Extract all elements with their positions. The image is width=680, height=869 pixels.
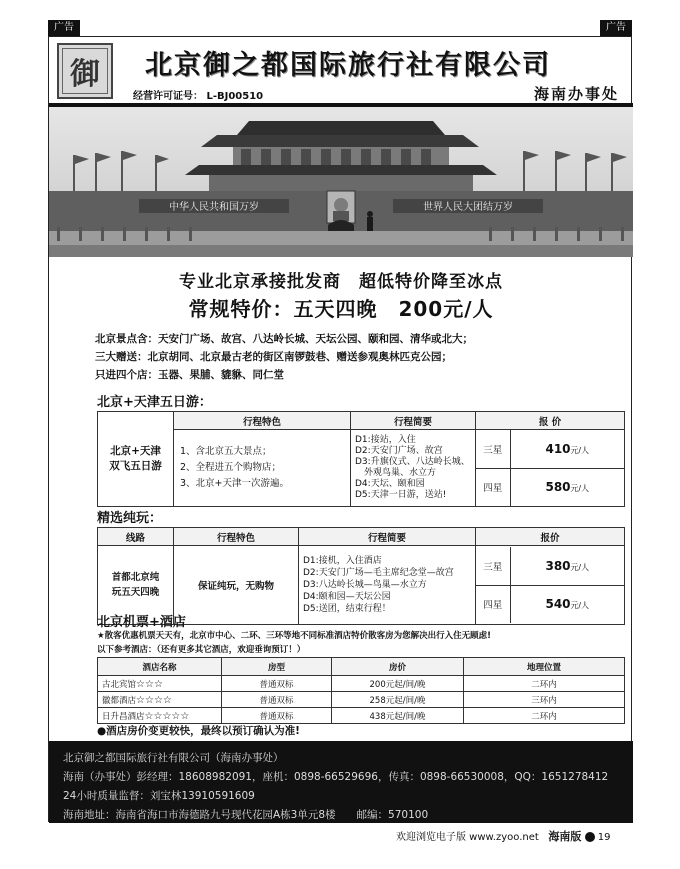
price-cell — [476, 546, 625, 625]
ad-page — [48, 36, 632, 822]
hotel-note-1: ★散客优惠机票天天有，北京市中心、二环、三环等地不同标准酒店特价散客房为您解决出行入住无顾虑! — [97, 631, 492, 641]
header — [49, 37, 633, 107]
beijing-tianjin-table — [97, 411, 625, 507]
col-route: 线路 — [98, 528, 174, 546]
itinerary-day: D5:天津一日游，送站! — [355, 490, 447, 500]
hotel-note-2: 以下参考酒店：（还有更多其它酒店，欢迎垂询预订！） — [97, 645, 306, 655]
license-label: 经营许可证号： — [133, 91, 203, 102]
hotel-name-cell: 徽都酒店☆☆☆☆ — [98, 692, 222, 708]
itinerary-day: 外观鸟巢、水立方 — [355, 468, 437, 478]
price-value: 410元/人 — [510, 430, 624, 468]
edition-label: 海南版 — [548, 830, 582, 843]
hotel-name-cell: 日升昌酒店☆☆☆☆☆ — [98, 708, 222, 724]
section-pure-tour-title: 精选纯玩： — [97, 511, 163, 526]
star-label: 三星 — [476, 547, 510, 585]
price-value: 580元/人 — [510, 468, 624, 506]
star-label: 四星 — [476, 468, 510, 506]
info-shops: 只进四个店：玉器、果脯、貔貅、同仁堂 — [95, 369, 284, 381]
hotel-row — [98, 692, 625, 708]
col-hotel-name: 酒店名称 — [98, 658, 222, 676]
itinerary-cell — [299, 546, 476, 625]
route-name: 北京+天津 双飞五日游 — [98, 412, 174, 507]
feature-item: 3、北京+天津一次游遍。 — [180, 478, 290, 489]
banner-right: 世界人民大团结万岁 — [423, 202, 513, 213]
tiananmen-photo — [49, 107, 633, 257]
price-subtable — [476, 430, 624, 506]
itinerary-day: D1:接站，入住 — [355, 435, 416, 445]
feature-item: 1、含北京五大景点； — [180, 446, 272, 457]
itinerary-day: D4:颐和园—天坛公园 — [303, 592, 391, 602]
feature-item: 2、全程进五个购物店； — [180, 462, 282, 473]
room-type: 普通双标 — [222, 692, 332, 708]
itinerary-day: D2:天安门广场、故宫 — [355, 446, 443, 456]
office-name: 海南办事处 — [533, 85, 619, 103]
headline-wholesale: 专业北京承接批发商 超低特价降至冰点 — [179, 272, 503, 292]
footer-address: 海南地址：海南省海口市海德路九号现代花园A栋3单元8楼 邮编：570100 — [63, 809, 429, 821]
itinerary-day: D5:送团，结束行程！ — [303, 604, 391, 614]
banner-left: 中华人民共和国万岁 — [169, 202, 259, 213]
site-link[interactable]: 欢迎浏览电子版 www.zyoo.net — [396, 832, 539, 843]
hotel-location: 三环内 — [464, 692, 625, 708]
hotel-table — [97, 657, 625, 724]
col-price: 报 价 — [476, 412, 625, 430]
license-number: L-BJ00510 — [206, 91, 264, 102]
room-price: 200元起/间/晚 — [332, 676, 464, 692]
price-subtable — [476, 547, 624, 623]
price-value: 380元/人 — [510, 547, 624, 585]
room-price: 258元起/间/晚 — [332, 692, 464, 708]
star-label: 三星 — [476, 430, 510, 468]
price-warning: ●酒店房价变更较快，最终以预订确认为准! — [97, 725, 300, 737]
info-attractions: 北京景点含：天安门广场、故宫、八达岭长城、天坛公园、颐和园、清华或北大； — [95, 333, 473, 345]
ad-label-left: 广告 — [48, 20, 80, 36]
hotel-name-cell: 古北宾馆☆☆☆ — [98, 676, 222, 692]
company-logo — [57, 43, 113, 99]
col-price: 报价 — [476, 528, 625, 546]
features-cell — [174, 430, 351, 507]
col-itinerary: 行程简要 — [299, 528, 476, 546]
itinerary-day: D3:八达岭长城—鸟巢—水立方 — [303, 580, 427, 590]
edition-icon — [585, 832, 595, 842]
hotel-row — [98, 708, 625, 724]
col-itinerary: 行程简要 — [351, 412, 476, 430]
room-type: 普通双标 — [222, 708, 332, 724]
room-type: 普通双标 — [222, 676, 332, 692]
col-features: 行程特色 — [174, 528, 299, 546]
col-room-price: 房价 — [332, 658, 464, 676]
hotel-location: 二环内 — [464, 676, 625, 692]
feature-cell: 保证纯玩，无购物 — [174, 546, 299, 625]
route-name: 首都北京纯 玩五天四晚 — [98, 546, 174, 625]
license — [133, 87, 263, 102]
price-value: 540元/人 — [510, 585, 624, 623]
contact-footer — [49, 741, 633, 823]
col-location: 地理位置 — [464, 658, 625, 676]
itinerary-cell — [351, 430, 476, 507]
itinerary-day: D1:接机，入住酒店 — [303, 556, 382, 566]
company-name: 北京御之都国际旅行社有限公司 — [145, 50, 551, 81]
tiananmen-illustration — [49, 107, 633, 257]
footer-supervisor: 24小时质量监督：刘宝林13910591609 — [63, 790, 255, 802]
ad-label-right: 广告 — [600, 20, 632, 36]
headline-special-price: 常规特价：五天四晚 200元/人 — [188, 297, 494, 321]
itinerary-day: D4:天坛、颐和园 — [355, 479, 425, 489]
section-flight-hotel-title: 北京机票+酒店 — [97, 615, 186, 630]
footer-company: 北京御之都国际旅行社有限公司（海南办事处） — [63, 752, 284, 764]
info-gifts: 三大赠送：北京胡同、北京最古老的街区南锣鼓巷、赠送参观奥林匹克公园； — [95, 351, 452, 363]
page-footer — [396, 828, 610, 844]
page-number: 19 — [597, 832, 611, 843]
col-room-type: 房型 — [222, 658, 332, 676]
hotel-location: 二环内 — [464, 708, 625, 724]
footer-contacts: 海南（办事处）彭经理：18608982091，座机：0898-66529696，传真：0898-66530008，QQ：1651278412 — [63, 771, 609, 783]
col-features: 行程特色 — [174, 412, 351, 430]
hotel-row — [98, 676, 625, 692]
itinerary-day: D2:天安门广场—毛主席纪念堂—故宫 — [303, 568, 454, 578]
star-label: 四星 — [476, 585, 510, 623]
room-price: 438元起/间/晚 — [332, 708, 464, 724]
price-cell — [476, 430, 625, 507]
section-beijing-tianjin-title: 北京+天津五日游： — [97, 395, 212, 410]
logo-char: 御 — [62, 48, 108, 94]
itinerary-day: D3:升旗仪式、八达岭长城、 — [355, 457, 470, 467]
